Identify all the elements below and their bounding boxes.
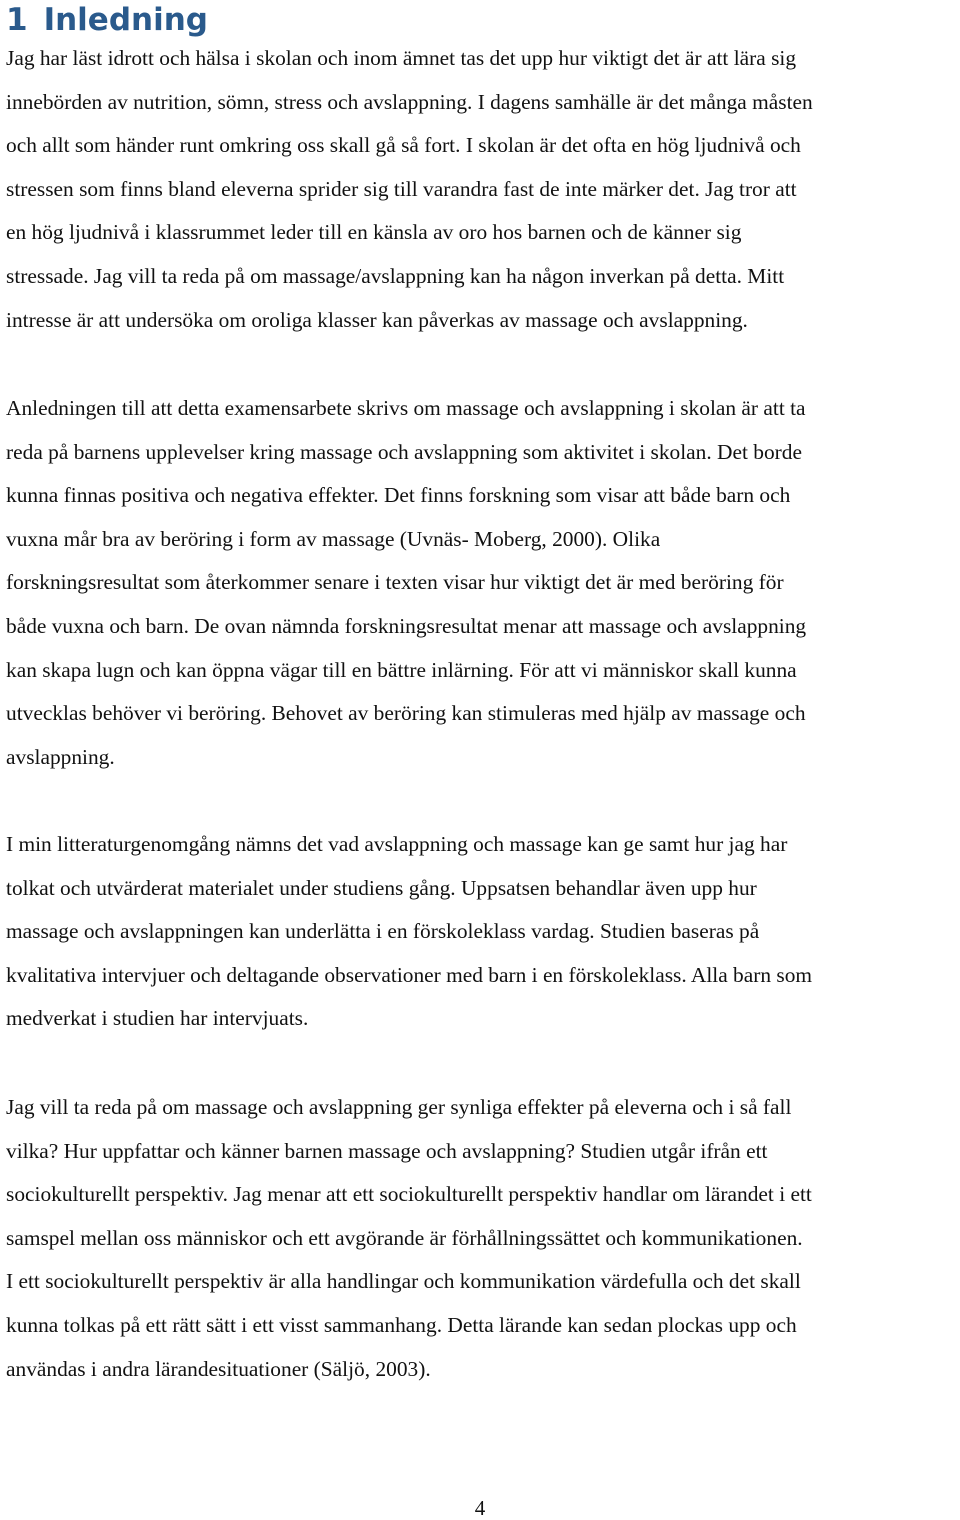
paragraph-line: I ett sociokulturellt perspektiv är alla handlingar och kommunikation värdefulla och det skall (6, 1269, 801, 1294)
section-heading (6, 0, 208, 40)
paragraph-line: medverkat i studien har intervjuats. (6, 1006, 309, 1031)
paragraph-line: kvalitativa intervjuer och deltagande observationer med barn i en förskoleklass. Alla barn som (6, 962, 813, 987)
paragraph-line: och allt som händer runt omkring oss skall gå så fort. I skolan är det ofta en hög ljudnivå och (6, 133, 801, 158)
paragraph-2 (6, 387, 958, 779)
paragraph-line: intresse är att undersöka om oroliga klasser kan påverkas av massage och avslappning. (6, 307, 748, 332)
paragraph-line: massage och avslappningen kan underlätta i en förskoleklass vardag. Studien baseras på (6, 919, 760, 944)
paragraph-line: reda på barnens upplevelser kring massage och avslappning som aktivitet i skolan. Det borde (6, 439, 802, 464)
paragraph-1 (6, 37, 958, 342)
paragraph-line: samspel mellan oss människor och ett avgörande är förhållningssättet och kommunikationen. (6, 1225, 803, 1250)
paragraph-line: I min litteraturgenomgång nämns det vad avslappning och massage kan ge samt hur jag har (6, 832, 788, 856)
paragraph-line: både vuxna och barn. De ovan nämnda forskningsresultat menar att massage och avslappning (6, 613, 807, 638)
page-number: 4 (474, 1496, 486, 1520)
paragraph-line: sociokulturellt perspektiv. Jag menar att ett sociokulturellt perspektiv handlar om lärandet i ett (6, 1182, 812, 1207)
paragraph-line: stressen som finns bland eleverna sprider sig till varandra fast de inte märker det. Jag tror att (6, 176, 797, 201)
paragraph-line: vilka? Hur uppfattar och känner barnen massage och avslappning? Studien utgår ifrån ett (6, 1138, 768, 1163)
paragraph-4 (6, 1086, 958, 1391)
paragraph-line: stressade. Jag vill ta reda på om massage/avslappning kan ha någon inverkan på detta. Mitt (6, 263, 785, 288)
paragraph-line: vuxna mår bra av beröring i form av massage (Uvnäs- Moberg, 2000). Olika (6, 526, 661, 551)
section-title: Inledning (43, 2, 208, 38)
section-number: 1 (6, 2, 28, 38)
paragraph-line: forskningsresultat som återkommer senare i texten visar hur viktigt det är med beröring för (6, 570, 784, 595)
paragraph-line: kunna finnas positiva och negativa effekter. Det finns forskning som visar att både barn och (6, 483, 791, 508)
paragraph-line: utvecklas behöver vi beröring. Behovet av beröring kan stimuleras med hjälp av massage och (6, 701, 806, 726)
paragraph-line: kunna tolkas på ett rätt sätt i ett visst sammanhang. Detta lärande kan sedan plockas upp och (6, 1312, 797, 1337)
paragraph-line: tolkat och utvärderat materialet under studiens gång. Uppsatsen behandlar även upp hur (6, 875, 757, 900)
paragraph-3 (6, 823, 958, 1041)
paragraph-line: Jag har läst idrott och hälsa i skolan och inom ämnet tas det upp hur viktigt det är att lära sig (6, 46, 797, 70)
paragraph-line: innebörden av nutrition, sömn, stress och avslappning. I dagens samhälle är det många måsten (6, 89, 813, 114)
paragraph-line: avslappning. (6, 744, 115, 769)
paragraph-line: Anledningen till att detta examensarbete skrivs om massage och avslappning i skolan är att ta (6, 396, 806, 420)
paragraph-line: Jag vill ta reda på om massage och avslappning ger synliga effekter på eleverna och i så fall (6, 1095, 792, 1119)
paragraph-line: användas i andra lärandesituationer (Säljö, 2003). (6, 1356, 431, 1381)
paragraph-line: en hög ljudnivå i klassrummet leder till en känsla av oro hos barnen och de känner sig (6, 220, 742, 245)
paragraph-line: kan skapa lugn och kan öppna vägar till en bättre inlärning. För att vi människor skall kunna (6, 657, 797, 682)
